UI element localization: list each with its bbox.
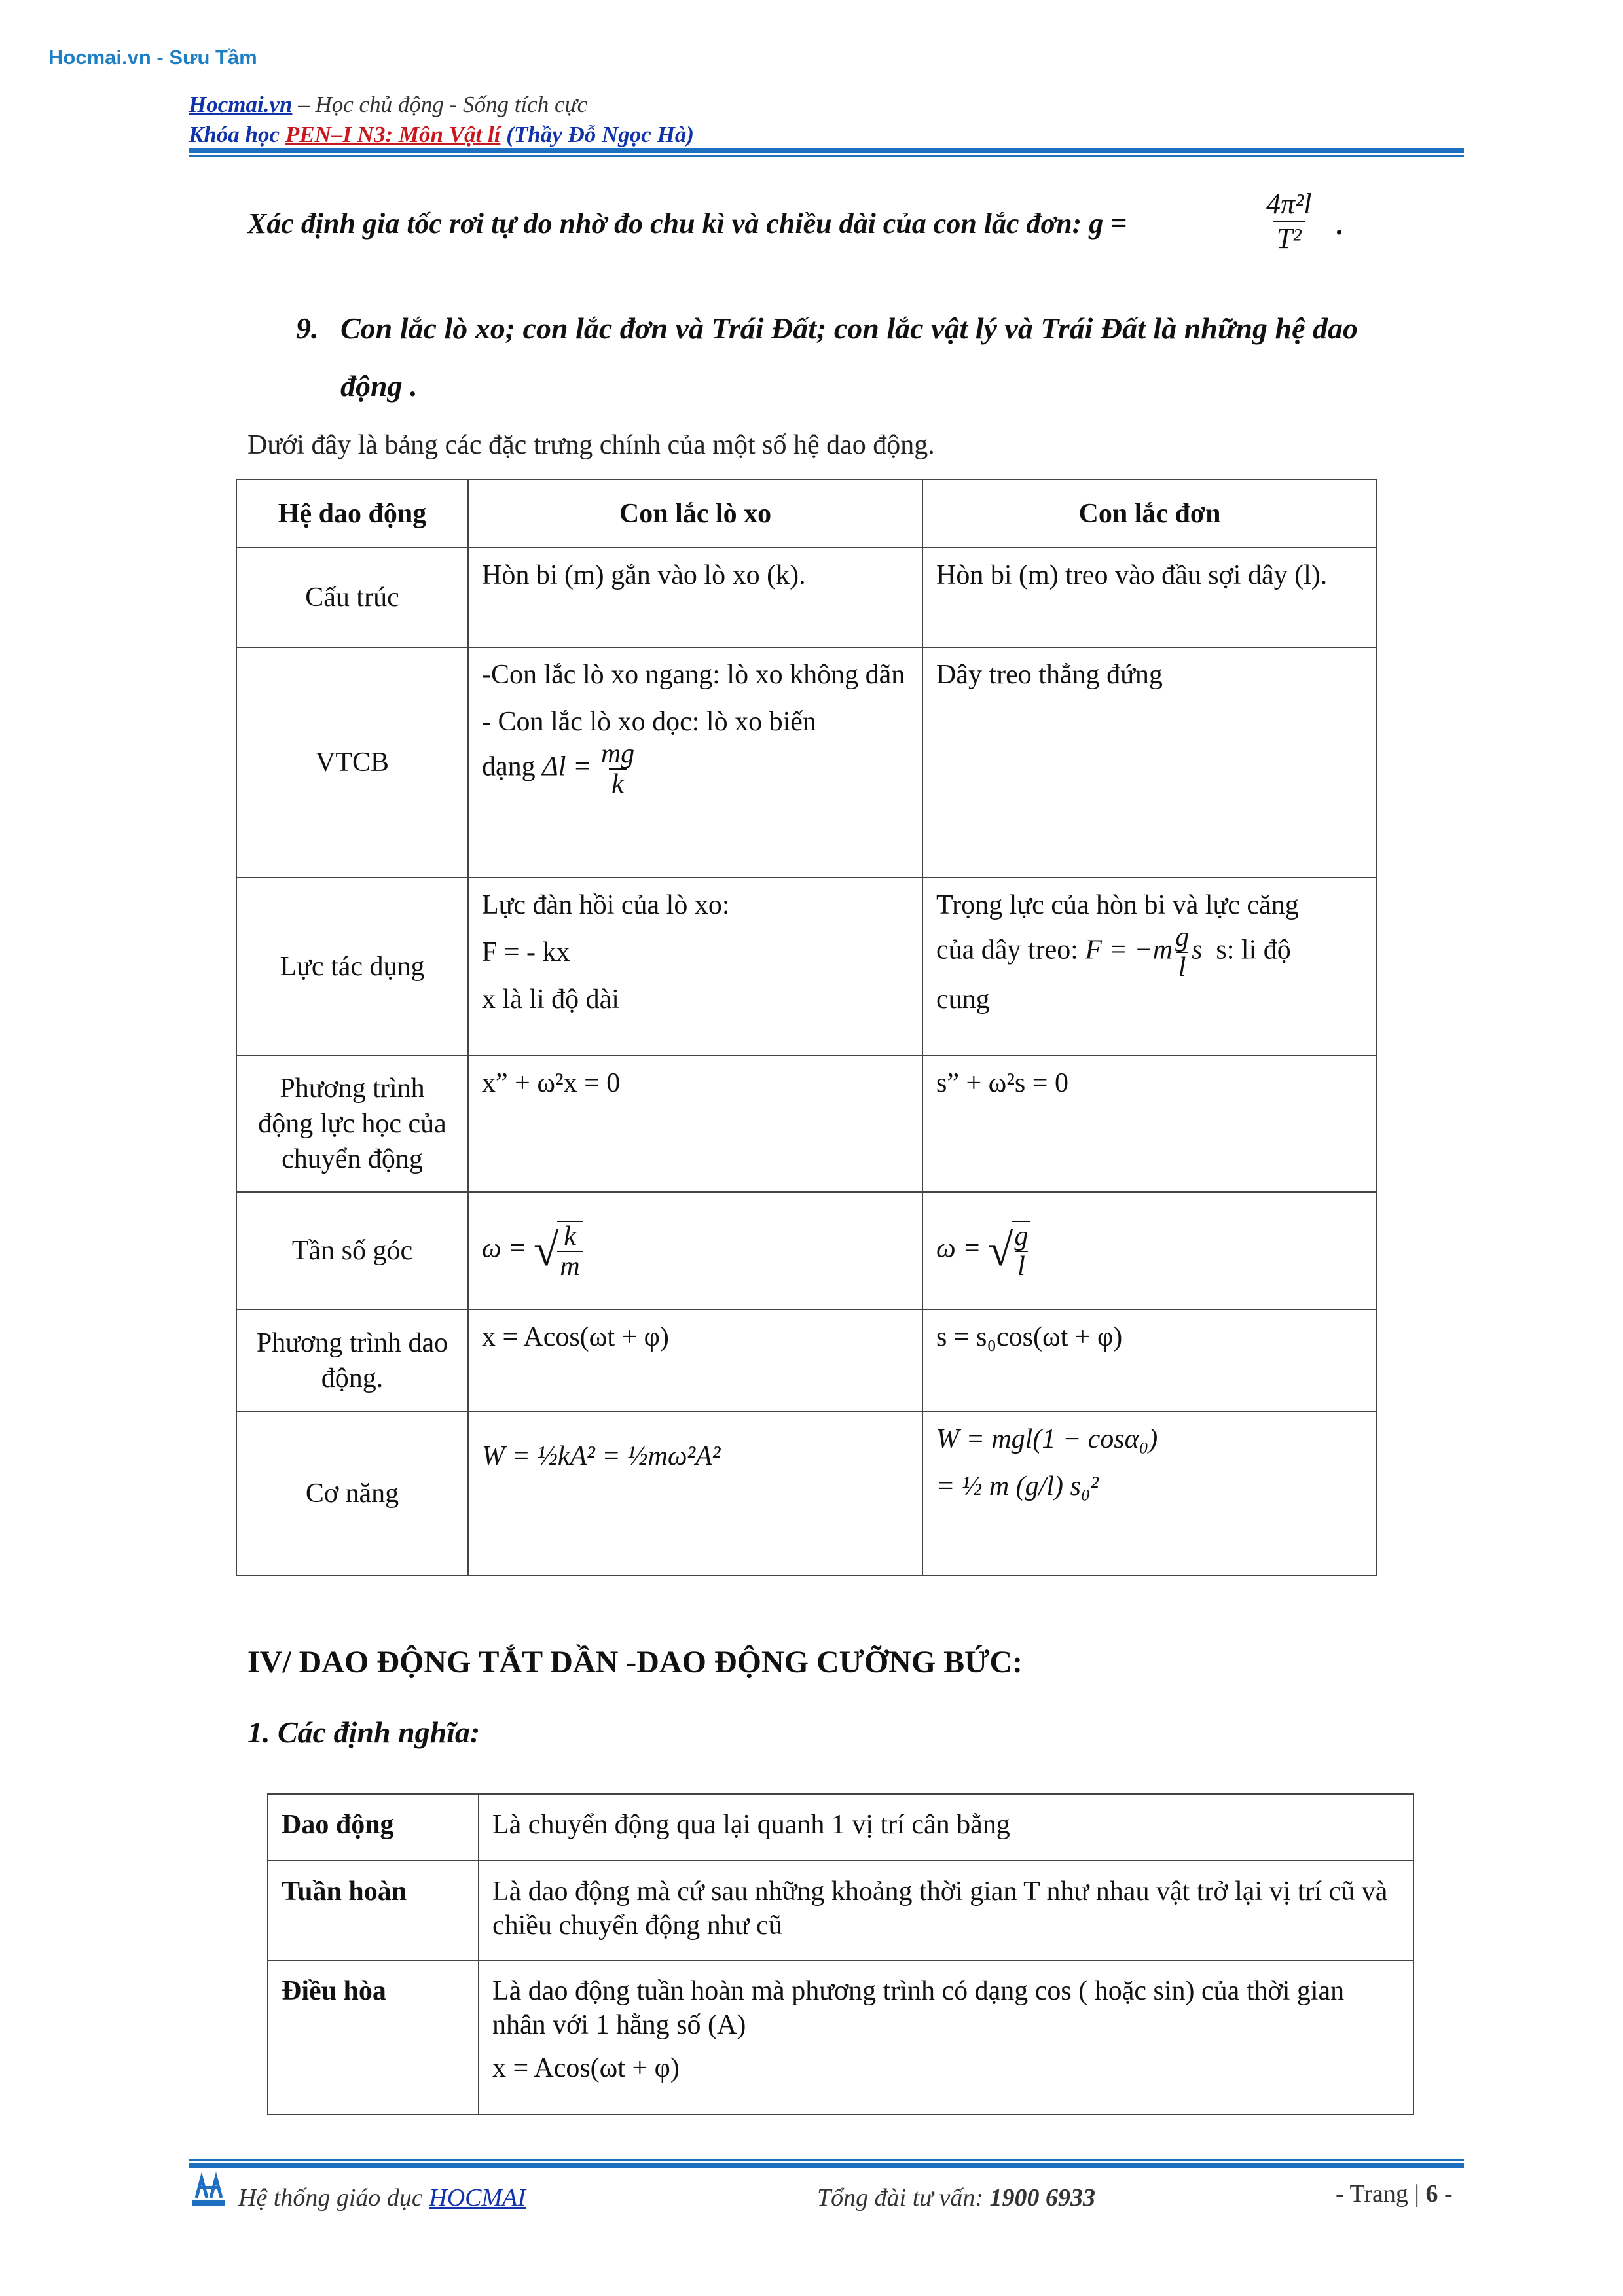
spring-force-line-1: Lực đàn hồi của lò xo: <box>482 890 730 920</box>
course-prefix: Khóa học <box>189 122 285 147</box>
course-teacher: (Thầy Đỗ Ngọc Hà) <box>500 122 694 147</box>
header-line-2 <box>189 122 694 148</box>
pendulum-force-line-3: cung <box>936 984 990 1014</box>
table-intro: Dưới đây là bảng các đặc trưng chính của một số hệ dao động. <box>247 430 935 460</box>
footer-hotline-prefix: Tổng đài tư vấn: <box>817 2184 990 2212</box>
spring-force-line-2: F = - kx <box>482 937 570 967</box>
footer-hotline <box>817 2183 1095 2212</box>
spring-eq-num: mg <box>600 739 635 769</box>
header-pendulum: Con lắc đơn <box>922 480 1377 548</box>
header-site-link[interactable]: Hocmai.vn <box>189 92 293 117</box>
header-spring: Con lắc lò xo <box>468 480 922 548</box>
table-row <box>236 1192 1377 1310</box>
item-9-text: Con lắc lò xo; con lắc đơn và Trái Đất; con lắc vật lý và Trái Đất là những hệ dao động . <box>340 312 1359 403</box>
gravity-line: Xác định gia tốc rơi tự do nhờ đo chu kì và chiều dài của con lắc đơn: g = <box>247 207 1127 240</box>
pendulum-force-var: s <box>1192 935 1203 965</box>
footer-brand-link[interactable]: HOCMAI <box>429 2184 526 2212</box>
item-9-number: 9. <box>296 312 319 345</box>
pendulum-angular-den: l <box>1015 1251 1028 1281</box>
oscillation-systems-table <box>236 479 1377 1576</box>
table-row <box>236 548 1377 647</box>
pendulum-force-line-2 <box>936 923 1363 982</box>
row-label: Cơ năng <box>236 1412 468 1575</box>
spring-structure: Hòn bi (m) gắn vào lò xo (k). <box>468 548 922 647</box>
spring-eq-line-2: - Con lắc lò xo dọc: lò xo biến <box>482 707 816 737</box>
definitions-table <box>267 1793 1414 2115</box>
pendulum-force-den: l <box>1176 952 1189 982</box>
spring-angular-num: k <box>564 1221 576 1251</box>
table-header-row <box>236 480 1377 548</box>
pendulum-force-num: g <box>1175 922 1190 952</box>
pendulum-angular-sqrt: √ $\frac{g}{l}$ <box>988 1221 1030 1281</box>
spring-angular-den: m <box>557 1251 582 1281</box>
pendulum-force-fraction <box>1173 923 1192 982</box>
table-row <box>236 1056 1377 1192</box>
definition-text: Là dao động tuần hoàn mà phương trình có dạng cos ( hoặc sin) của thời gian nhân với 1 hằng số (A) <box>492 1976 1345 2040</box>
watermark-text: Hocmai.vn - Sưu Tầm <box>48 46 257 69</box>
spring-angular-lhs: ω = <box>482 1233 527 1264</box>
definition-term: Điều hòa <box>268 1960 479 2115</box>
pendulum-force-line-1: Trọng lực của hòn bi và lực căng <box>936 890 1299 920</box>
spring-equilibrium <box>468 647 922 878</box>
header-rule-thick <box>189 148 1464 153</box>
gravity-numerator: 4π²l <box>1266 188 1312 220</box>
definition-term: Tuần hoàn <box>268 1861 479 1960</box>
pendulum-angular <box>922 1192 1377 1310</box>
pendulum-energy <box>922 1412 1377 1575</box>
definition-formula: x = Acos(ωt + φ) <box>492 2053 680 2083</box>
page-suffix: - <box>1438 2180 1453 2208</box>
table-row <box>236 1412 1377 1575</box>
spring-eq-den: k <box>609 768 627 798</box>
definition-cell <box>479 1960 1413 2115</box>
header-slogan: – Học chủ động - Sống tích cực <box>292 92 588 117</box>
gravity-fraction <box>1262 187 1315 255</box>
pendulum-energy-line-2: = ½ m (g/l) s₀² <box>936 1471 1099 1501</box>
row-label: Lực tác dụng <box>236 878 468 1056</box>
pendulum-force-prefix: của dây treo: <box>936 935 1078 965</box>
spring-force-line-3: x là li độ dài <box>482 984 619 1014</box>
course-code: PEN–I N3: Môn Vật lí <box>285 122 501 147</box>
spring-force <box>468 878 922 1056</box>
section-1-heading: 1. Các định nghĩa: <box>247 1715 481 1749</box>
spring-oscillation: x = Acos(ωt + φ) <box>468 1310 922 1412</box>
gravity-end: . <box>1336 209 1343 241</box>
page-prefix: - Trang | <box>1336 2180 1426 2208</box>
hocmai-logo-icon <box>190 2172 228 2210</box>
footer-rule-thick <box>189 2163 1464 2168</box>
section-iv-heading: IV/ DAO ĐỘNG TẮT DẦN -DAO ĐỘNG CƯỠNG BỨC: <box>247 1645 1023 1679</box>
footer-rule-thin <box>189 2159 1464 2161</box>
pendulum-angular-lhs: ω = <box>936 1233 981 1264</box>
item-9 <box>296 300 1422 415</box>
spring-eq-fraction <box>598 740 637 798</box>
pendulum-force-lhs: F = −m <box>1085 935 1173 965</box>
pendulum-equilibrium: Dây treo thẳng đứng <box>922 647 1377 878</box>
pendulum-force-suffix: s: li độ <box>1216 935 1291 965</box>
page-number: 6 <box>1425 2180 1438 2208</box>
table-row <box>268 1960 1413 2115</box>
footer-left-prefix: Hệ thống giáo dục <box>238 2184 429 2212</box>
table-row <box>268 1861 1413 1960</box>
table-row <box>236 647 1377 878</box>
table-row <box>236 878 1377 1056</box>
spring-eq-lhs: Δl = <box>542 751 592 782</box>
definition-term: Dao động <box>268 1794 479 1861</box>
pendulum-force <box>922 878 1377 1056</box>
pendulum-oscillation: s = s₀cos(ωt + φ) <box>922 1310 1377 1412</box>
spring-angular <box>468 1192 922 1310</box>
table-row <box>268 1794 1413 1861</box>
gravity-denominator: T² <box>1273 221 1305 255</box>
definition-text: Là chuyển động qua lại quanh 1 vị trí cân bằng <box>479 1794 1413 1861</box>
spring-energy: W = ½kA² = ½mω²A² <box>468 1412 922 1575</box>
header-system: Hệ dao động <box>236 480 468 548</box>
definition-text: Là dao động mà cứ sau những khoảng thời gian T như nhau vật trở lại vị trí cũ và chiều chuyển động như cũ <box>479 1861 1413 1960</box>
row-label: Phương trình dao động. <box>236 1310 468 1412</box>
spring-eq-line-1: -Con lắc lò xo ngang: lò xo không dãn <box>482 660 905 690</box>
row-label: Tần số góc <box>236 1192 468 1310</box>
spring-eq-line-3 <box>482 740 909 798</box>
pendulum-energy-line-1: W = mgl(1 − cosα₀) <box>936 1424 1158 1454</box>
row-label: VTCB <box>236 647 468 878</box>
row-label: Cấu trúc <box>236 548 468 647</box>
spring-angular-sqrt: √ $\frac{k}{m}$ <box>534 1221 583 1281</box>
spring-eq-prefix: dạng <box>482 751 536 782</box>
spring-dynamics: x” + ω²x = 0 <box>468 1056 922 1192</box>
header-line-1 <box>189 92 587 118</box>
footer-phone: 1900 6933 <box>989 2184 1095 2212</box>
footer-left <box>238 2183 526 2212</box>
row-label: Phương trình động lực học của chuyển động <box>236 1056 468 1192</box>
pendulum-angular-num: g <box>1014 1221 1029 1251</box>
footer-page <box>1336 2179 1453 2208</box>
table-row <box>236 1310 1377 1412</box>
header-rule-thin <box>189 155 1464 157</box>
pendulum-structure: Hòn bi (m) treo vào đầu sợi dây (l). <box>922 548 1377 647</box>
pendulum-dynamics: s” + ω²s = 0 <box>922 1056 1377 1192</box>
